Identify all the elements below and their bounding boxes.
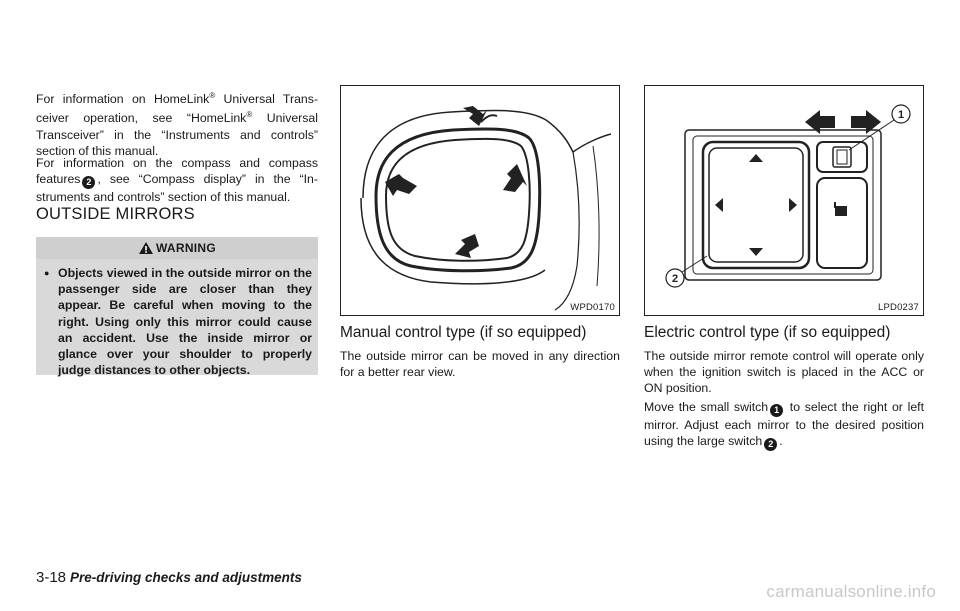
- manual-mirror-figure: [340, 85, 620, 316]
- homelink-text-3: Universal Transceiver” in the “Instruments and controls” section of this manual.: [36, 111, 319, 158]
- warning-header: [36, 237, 318, 259]
- bullet-icon: ●: [44, 268, 50, 278]
- manual-text: The outside mirror can be moved in any direction for a better rear view.: [340, 349, 620, 380]
- page-footer: [36, 569, 302, 587]
- page-number: 3-18: [36, 569, 67, 586]
- section-title: OUTSIDE MIRRORS: [36, 205, 195, 223]
- figure-code: LPD0237: [877, 302, 919, 313]
- homelink-paragraph: [36, 88, 318, 159]
- figure-code: WPD0170: [570, 302, 615, 313]
- warning-box: [36, 237, 318, 378]
- compass-text-1: For information on the compass and compass features: [36, 156, 318, 187]
- callout-1-icon: 1: [770, 404, 783, 417]
- watermark-text: carmanualsonline.info: [766, 582, 936, 601]
- compass-text-2: , see “Compass display” in the “In-struments and controls” section of this manual.: [36, 172, 318, 205]
- electric-text-2a: Move the small switch: [644, 400, 769, 414]
- callout-1-label: 1: [897, 109, 905, 121]
- callout-2-icon: 2: [764, 438, 777, 451]
- warning-triangle-icon: [138, 241, 154, 255]
- warning-label: WARNING: [155, 241, 217, 255]
- registered-mark: ®: [209, 91, 216, 100]
- warning-text: Objects viewed in the outside mirror on the passenger side are closer than they appear. Be careful when moving to the right. Using only this mirror could cause an accident. Use the inside mirror or glance over your shoulder to properly judge distances to other objects.: [58, 266, 312, 378]
- homelink-text-1: For information on HomeLink: [36, 92, 210, 107]
- callout-2-label: 2: [671, 273, 679, 285]
- electric-text-2b: to select the right or left mirror. Adjust each mirror to the desired position using the large switch: [644, 400, 924, 449]
- electric-text-1: The outside mirror remote control will operate only when the ignition switch is placed in the ACC or ON position.: [644, 349, 924, 396]
- homelink-text-2: Universal Trans-ceiver operation, see “HomeLink: [36, 92, 318, 126]
- callout-2-icon: 2: [82, 176, 95, 189]
- electric-control-illustration: [645, 86, 925, 317]
- electric-control-figure: [644, 85, 924, 316]
- manual-heading: Manual control type (if so equipped): [340, 324, 587, 341]
- chapter-title: Pre-driving checks and adjustments: [70, 570, 302, 585]
- electric-heading: Electric control type (if so equipped): [644, 324, 891, 341]
- electric-text-2c: .: [779, 434, 783, 449]
- manual-mirror-illustration: [341, 86, 621, 317]
- registered-mark: ®: [246, 110, 253, 120]
- compass-paragraph: [36, 155, 318, 205]
- electric-text-2: [644, 399, 924, 451]
